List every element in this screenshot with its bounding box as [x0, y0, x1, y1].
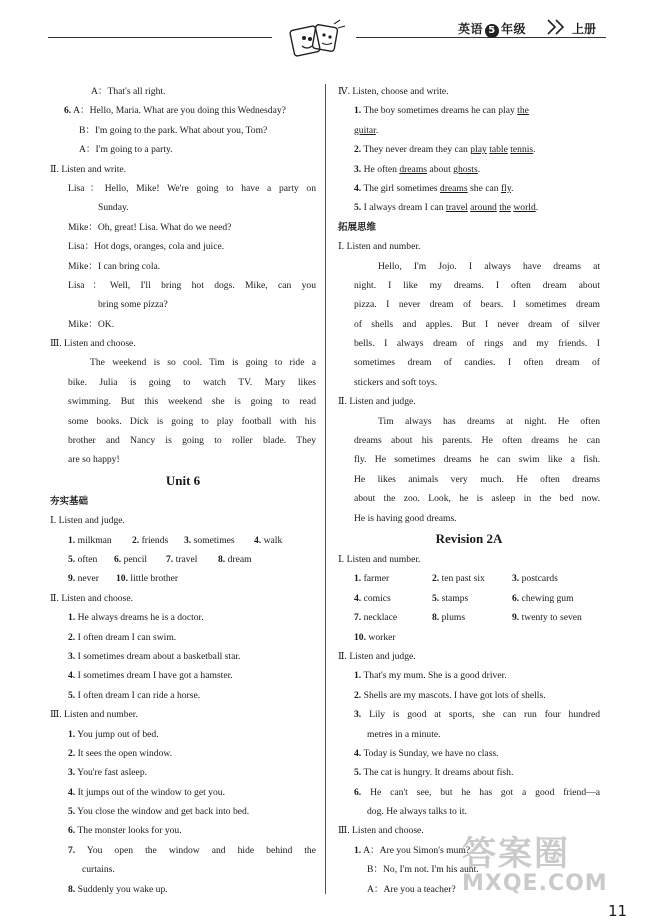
list-item: 1. He always dreams he is a doctor.: [68, 612, 204, 624]
passage-line: about the zoo. Look, he is asleep in the bed now.: [354, 493, 600, 505]
answer-line: B：I'm going to the park. What about you, Tom?: [79, 124, 268, 136]
double-chevron-icon: [546, 18, 568, 36]
list-item: 5. I always dream I can travel around the world.: [354, 202, 539, 214]
list-item: 1. The boy sometimes dreams he can play the: [354, 105, 529, 117]
word-item: 1. milkman: [68, 534, 112, 546]
section-heading: Ⅳ. Listen, choose and write.: [338, 86, 449, 97]
word-item: 5. often: [68, 553, 98, 565]
answer-line: A：I'm going to a party.: [79, 144, 173, 156]
word-row: [338, 589, 600, 608]
word-item: 9. never: [68, 573, 99, 585]
list-item: 5. You close the window and get back into bed.: [68, 806, 250, 818]
list-item: 3. Lily is good at sports, she can run four hundred: [354, 709, 600, 721]
list-item: 2. I often dream I can swim.: [68, 631, 177, 643]
passage-line: fly. He sometimes dreams he can swim like a fish.: [354, 454, 600, 466]
passage-line: bells. I always dream of rings and my friends. I: [354, 338, 600, 350]
word-item: 5. stamps: [432, 592, 469, 604]
word-item: 4. comics: [354, 592, 391, 604]
list-item: 3. You're fast asleep.: [68, 767, 148, 779]
answer-line: 6. A：Hello, Maria. What are you doing this Wednesday?: [64, 105, 286, 117]
list-item: 2. Shells are my mascots. I have got lots of shells.: [354, 689, 546, 701]
book-mascot-icon: [284, 18, 350, 60]
left-column: [50, 82, 316, 899]
word-item: 8. plums: [432, 612, 466, 624]
dialogue-line: Lisa：Hot dogs, oranges, cola and juice.: [68, 241, 225, 253]
cn-subheading: 夯实基础: [50, 495, 89, 507]
word-row: [50, 550, 316, 569]
list-item: 7. You open the window and hide behind the: [68, 844, 316, 856]
header-title: 英语 5 年级: [458, 22, 527, 36]
passage-line: of shells and apples. But I never dream of silver: [354, 318, 600, 330]
section-heading: Ⅱ. Listen and judge.: [338, 650, 416, 662]
passage-line: brother and Nancy is going to roller blade. They: [68, 435, 316, 447]
page-number: 11: [608, 902, 628, 920]
word-item: 4. walk: [254, 534, 283, 546]
word-row: [338, 628, 600, 647]
passage-line: bike. Julia is going to watch TV. Mary likes: [68, 376, 316, 388]
section-heading: Ⅱ. Listen and write.: [50, 163, 127, 175]
list-item-continued: dog. He always talks to it.: [367, 806, 467, 818]
word-item: 7. travel: [166, 553, 198, 565]
section-heading: Ⅱ. Listen and judge.: [338, 396, 416, 408]
passage-line: stickers and soft toys.: [354, 376, 438, 388]
passage-line: sometimes dream of candies. I often dream of: [354, 357, 600, 369]
section-heading: Ⅰ. Listen and judge.: [50, 515, 125, 527]
section-heading: Ⅲ. Listen and choose.: [50, 338, 136, 350]
dialogue-line: Mike：Oh, great! Lisa. What do we need?: [68, 221, 232, 233]
word-item: 3. sometimes: [184, 534, 235, 546]
word-item: 7. necklace: [354, 612, 398, 624]
dialogue-line: Mike：OK.: [68, 318, 115, 330]
header-rule-left: [48, 37, 272, 38]
section-heading: Ⅲ. Listen and number.: [50, 709, 138, 721]
word-row: [338, 608, 600, 627]
word-item: 3. postcards: [512, 573, 558, 585]
list-item: 1. That's my mum. She is a good driver.: [354, 670, 507, 682]
word-item: 9. twenty to seven: [512, 612, 582, 624]
column-divider: [325, 84, 326, 894]
word-item: 2. friends: [132, 534, 169, 546]
list-item: 4. Today is Sunday, we have no class.: [354, 747, 499, 759]
list-item: 3. I sometimes dream about a basketball star.: [68, 650, 241, 662]
list-item-continued: metres in a minute.: [367, 728, 441, 740]
section-heading: Ⅱ. Listen and choose.: [50, 592, 133, 604]
passage-line: pizza. I never dream of bears. I sometimes dream: [354, 299, 600, 311]
list-item: 6. He can't see, but he has got a good friend—a: [354, 786, 600, 798]
word-item: 8. dream: [218, 553, 252, 565]
word-item: 6. pencil: [114, 553, 148, 565]
dialogue-line: bring some pizza?: [98, 299, 168, 311]
section-heading: Ⅰ. Listen and number.: [338, 241, 421, 253]
passage-line: The weekend is so cool. Tim is going to ride a: [90, 357, 316, 369]
list-item: 3. He often dreams about ghosts.: [354, 163, 481, 175]
passage-line: dreams about his parents. He often dreams he can: [354, 435, 600, 447]
word-item: 6. chewing gum: [512, 592, 574, 604]
dialogue-line: Lisa：Well, I'll bring hot dogs. Mike, can you: [68, 279, 316, 291]
passage-line: Hello, I'm Jojo. I always have dreams at: [378, 260, 600, 272]
unit-title: Unit 6: [165, 472, 201, 488]
book-volume: 上册: [572, 22, 597, 36]
list-item: 4. The girl sometimes dreams she can fly.: [354, 182, 514, 194]
cn-subheading: 拓展思维: [338, 221, 377, 233]
list-item: 2. They never dream they can play table tennis.: [354, 144, 536, 156]
answer-line: A：That's all right.: [91, 86, 166, 97]
dialogue-line: 1. A：Are you Simon's mum?: [354, 844, 471, 856]
grade-badge: 5: [485, 24, 499, 38]
revision-title: Revision 2A: [435, 530, 503, 546]
list-item: 4. It jumps out of the window to get you.: [68, 786, 225, 798]
dialogue-line: Sunday.: [98, 202, 129, 214]
list-item-continued: guitar.: [354, 124, 379, 136]
list-item: 1. You jump out of bed.: [68, 728, 159, 740]
word-row: [50, 569, 316, 588]
dialogue-line: A：Are you a teacher?: [367, 883, 456, 895]
passage-line: Tim always has dreams at night. He often: [378, 415, 600, 427]
word-item: 2. ten past six: [432, 573, 485, 585]
list-item: 4. I sometimes dream I have got a hamster.: [68, 670, 233, 682]
passage-line: some books. Dick is going to play football with his: [68, 415, 316, 427]
passage-line: night. I like my dreams. I often dream about: [354, 279, 600, 291]
passage-line: He is having good dreams.: [354, 512, 457, 524]
list-item: 8. Suddenly you wake up.: [68, 883, 168, 895]
word-item: 1. farmer: [354, 573, 390, 585]
word-row: [338, 569, 600, 588]
word-item: 10. worker: [354, 631, 396, 643]
list-item: 6. The monster looks for you.: [68, 825, 182, 837]
passage-line: swimming. But this weekend she is going to read: [68, 396, 316, 408]
watermark: 答案圈 MXQE.COM: [462, 834, 608, 896]
section-heading: Ⅰ. Listen and number.: [338, 553, 421, 565]
right-column: [338, 82, 600, 899]
list-item: 5. The cat is hungry. It dreams about fish.: [354, 767, 514, 779]
passage-line: are so happy!: [68, 454, 120, 466]
word-row: [50, 531, 316, 550]
list-item-continued: curtains.: [82, 864, 115, 876]
passage-line: He likes animals very much. He often dreams: [354, 473, 600, 485]
list-item: 5. I often dream I can ride a horse.: [68, 689, 201, 701]
list-item: 2. It sees the open window.: [68, 747, 173, 759]
dialogue-line: Mike：I can bring cola.: [68, 260, 161, 272]
dialogue-line: B：No, I'm not. I'm his aunt.: [367, 864, 479, 876]
section-heading: Ⅲ. Listen and choose.: [338, 825, 424, 837]
dialogue-line: Lisa：Hello, Mike! We're going to have a party on: [68, 182, 316, 194]
word-item: 10. little brother: [116, 573, 179, 585]
